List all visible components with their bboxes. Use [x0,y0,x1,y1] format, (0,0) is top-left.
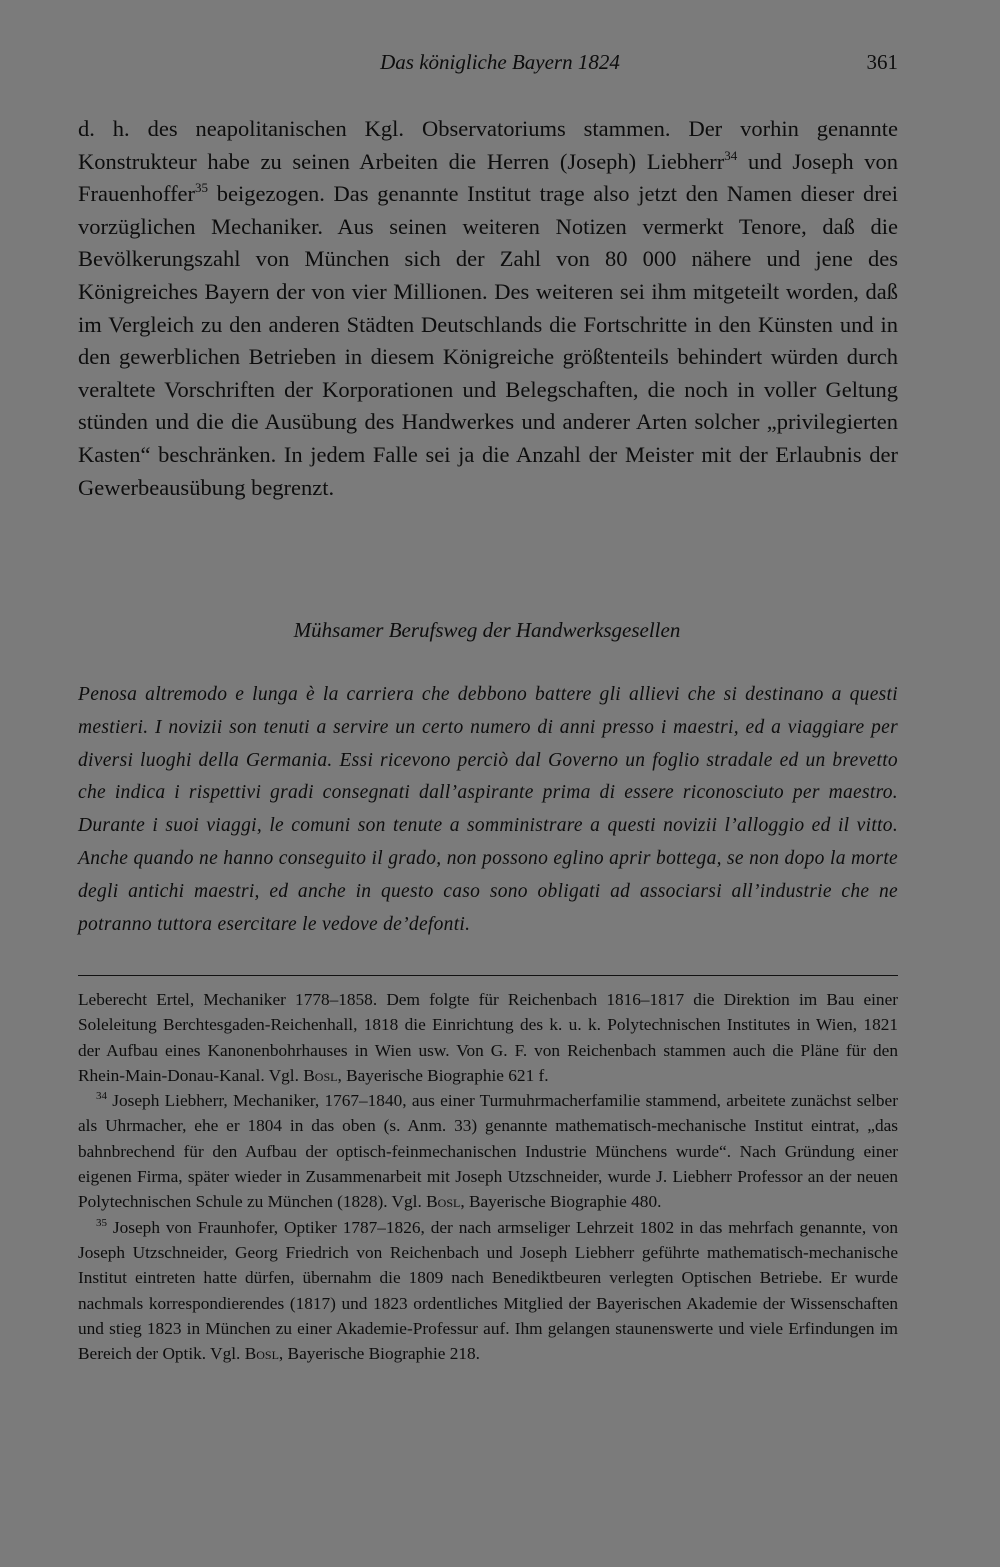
footnote-35 [78,1215,898,1367]
page-number: 361 [866,50,898,74]
body-text-segment: und Joseph von Frauenhoffer [78,148,898,207]
running-header-title: Das königliche Bayern 1824 [380,50,620,74]
body-paragraph [78,113,898,504]
section-heading: Mühsamer Berufsweg der Handwerksgesellen [293,618,681,642]
footnote-number: 34 [96,1090,107,1103]
main-body-text [78,113,898,504]
italian-quote: Penosa altremodo e lunga è la carriera che debbono battere gli allievi che si destinano a questi mestieri. I novizii son tenuti a servire un certo numero di anni presso i maestri, ed a viaggiare per diversi luoghi della Germania. Essi ricevono perciò dal Governo un foglio stradale ed un brevetto che indica i rispettivi gradi consegnati dall’aspirante prima di essere riconosciuto per maestro. Durante i suoi viaggi, le comuni son tenute a somministrare a questi novizii l’alloggio ed il vitto. Anche quando ne hanno conseguito il grado, non possono eglino aprir bottega, se non dopo la morte degli antichi maestri, ed anche in questo caso sono obligati ad associarsi all’industrie che ne potranno tuttora esercitare le vedove de’defonti. [78,684,898,935]
footnote-ref-34[interactable]: 34 [724,147,738,163]
footnote-text: , Bayerische Biographie 480. [460,1192,662,1212]
footnote-text: Joseph von Fraunhofer, Optiker 1787–1826, der nach armseliger Lehrzeit 1802 in das mehrfach genannte, von Joseph Utzschneider, Georg Friedrich von Reichenbach und Joseph Liebherr geführte mathematisch-mechanische Institut eintreten hatte dürfen, übernahm die 1809 nach Benediktbeuren verlegten Optischen Betriebe. Er wurde nachmals korrespondierendes (1817) und 1823 ordentliches Mitglied der Bayerischen Akademie der Wissenschaften und stieg 1823 in München zu einer Akademie-Professur auf. Ihm gelangen staunenswerte und viele Erfindungen im Bereich der Optik. Vgl. [78,1217,898,1364]
footnote-34 [78,1088,898,1214]
footnote-text: Leberecht Ertel, Mechaniker 1778–1858. Dem folgte für Reichenbach 1816–1817 die Direktion im Bau einer Soleleitung Berchtesgaden-Reichenhall, 1818 die Einrichtung des k. u. k. Polytechnischen Institutes in Wien, 1821 der Aufbau eines Kanonenbohrhauses in Wien usw. Von G. F. von Reichenbach stammen auch die Pläne für den Rhein-Main-Donau-Kanal. Vgl. [78,990,898,1085]
author-name: Bosl [303,1065,338,1085]
footnote-text: Joseph Liebherr, Mechaniker, 1767–1840, aus einer Turmuhrmacherfamilie stammend, arbeitete zunächst selber als Uhrmacher, ehe er 1804 in das oben (s. Anm. 33) genannte mathematisch-mechanische Institut eintrat, „das bahnbrechend für den Aufbau der optisch-feinmechanischen Industrie Münchens wurde“. Nach Gründung einer eigenen Firma, später wieder in Zusammenarbeit mit Joseph Utzschneider, wurde J. Liebherr Professor an der neuen Polytechnischen Schule zu München (1828). Vgl. [78,1091,898,1212]
footnotes [78,987,898,1366]
body-text-segment: beigezogen. Das genannte Institut trage also jetzt den Namen dieser drei vorzüglichen Mechaniker. Aus seinen weiteren Notizen vermerkt Tenore, daß die Bevölkerungszahl von München sich der Zahl von 80 000 nähere und jene des Königreiches Bayern der von vier Millionen. Des weiteren sei ihm mitgeteilt worden, daß im Vergleich zu den anderen Städten Deutschlands die Fortschritte in den Künsten und in den gewerblichen Betrieben in diesem Königreiche größtenteils behindert würden durch veraltete Vorschriften der Korporationen und Belegschaften, die noch in voller Geltung stünden und die die Ausübung des Handwerkes und anderer Arten solcher „privilegierten Kasten“ beschränken. In jedem Falle sei ja die Anzahl der Meister mit der Erlaubnis der Gewerbeausübung begrenzt. [78,181,898,500]
footnote-divider [78,975,898,976]
author-name: Bosl [426,1192,461,1212]
footnote-ref-35[interactable]: 35 [195,180,209,196]
footnote-number: 35 [96,1216,107,1229]
footnote-33-continuation [78,987,898,1088]
author-name: Bosl [244,1344,279,1364]
footnote-text: , Bayerische Biographie 621 f. [337,1065,549,1085]
body-text-segment: d. h. des neapolitanischen Kgl. Observatoriums stammen. Der vorhin genannte Konstrukteur habe zu seinen Arbeiten die Herren (Joseph) Liebherr [78,116,898,174]
footnote-text: , Bayerische Biographie 218. [278,1344,480,1364]
